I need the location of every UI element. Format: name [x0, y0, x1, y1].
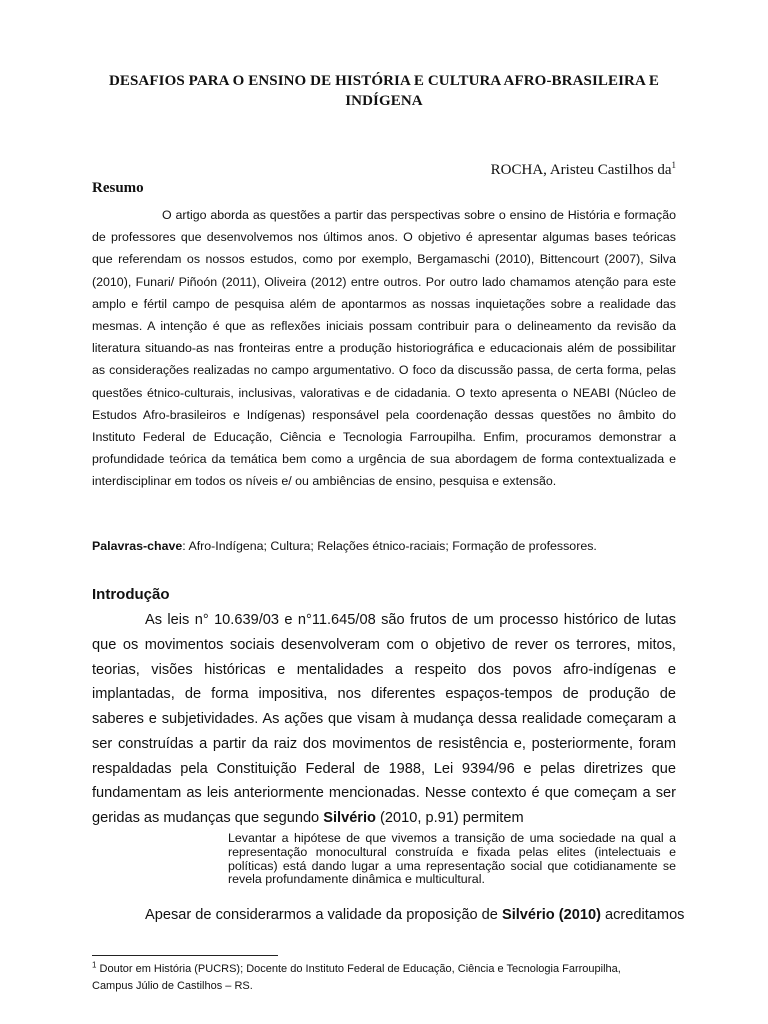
citation-silverio-2010: Silvério (2010) — [501, 907, 601, 923]
introduction-paragraph-1 — [92, 608, 676, 831]
introduction-heading: Introdução — [92, 586, 170, 603]
keywords-label: Palavras-chave — [92, 539, 183, 553]
citation-silverio-page: (2010, p.91) permitem — [375, 810, 524, 826]
introduction-paragraph-2 — [92, 903, 685, 927]
footnote-marker: 1 — [92, 960, 97, 970]
author-line — [491, 160, 676, 180]
footnote-separator — [92, 955, 278, 956]
introduction-paragraph-2-end: acreditamos — [600, 907, 685, 923]
introduction-paragraph-1-text: As leis n° 10.639/03 e n°11.645/08 são frutos de um processo histórico de lutas que os movimentos sociais desenvolveram com o objetivo de rever os terrores, mitos, teorias, visões históricas e mentalidades a respeito dos povos afro-indígenas e implantadas, de forma impositiva, nos diferentes espaços-tempos de produção de saberes e subjetividades. As ações que visam à mudança dessa realidade começaram a ser construídas a partir da raiz dos movimentos de resistência e, posteriormente, foram respaldadas pela Constituição Federal de 1988, Lei 9394/96 e pelas diretrizes que fundamentam as leis anteriormente mencionadas. Nesse contexto é que começam a ser geridas as mudanças que segundo — [92, 612, 676, 826]
footnote-line-1: Doutor em História (PUCRS); Docente do Instituto Federal de Educação, Ciência e Tecnologia Farroupilha, — [96, 963, 621, 975]
abstract-text: O artigo aborda as questões a partir das perspectivas sobre o ensino de História e formação de professores que desenvolvemos nos últimos anos. O objetivo é apresentar algumas bases teóricas que referendam os nossos estudos, como por exemplo, Bergamaschi (2010), Bittencourt (2007), Silva (2010), Funari/ Piñoón (2011), Oliveira (2012) entre outros. Por outro lado chamamos atenção para este amplo e fértil campo de pesquisa além de apontarmos as nossas inquietações sobre a realidade das mesmas. A intenção é que as reflexões iniciais possam contribuir para o delineamento da revisão da literatura situando-as nas fronteiras entre a produção historiográfica e educacionais além de possibilitar as considerações realizadas no campo argumentativo. O foco da discussão passa, de certa forma, pelas questões étnico-culturais, inclusivas, valorativas e de cidadania. O texto apresenta o NEABI (Núcleo de Estudos Afro-brasileiros e Indígenas) responsável pela coordenação dessas questões no âmbito do Instituto Federal de Educação, Ciência e Tecnologia Farroupilha. Enfim, procuramos demonstrar a profundidade teórica da temática bem como a urgência de sua abordagem de forma contextualizada e interdisciplinar em todos os níveis e/ ou ambiências de ensino, pesquisa e extensão. — [92, 208, 676, 489]
introduction-paragraph-2-start: Apesar de considerarmos a validade da proposição de — [145, 907, 502, 923]
author-footnote-marker: 1 — [671, 160, 676, 170]
keywords-separator: : — [182, 539, 186, 553]
author-name: ROCHA, Aristeu Castilhos da — [490, 162, 672, 178]
keywords-line — [92, 536, 676, 556]
footnote-line-2: Campus Júlio de Castilhos – RS. — [92, 980, 253, 992]
footnote — [92, 961, 692, 995]
citation-silverio: Silvério — [323, 810, 376, 826]
abstract-heading: Resumo — [92, 180, 144, 196]
keywords-text: Afro-Indígena; Cultura; Relações étnico-raciais; Formação de professores. — [185, 539, 597, 553]
block-quote: Levantar a hipótese de que vivemos a transição de uma sociedade na qual a representação monocultural construída e fixada pelas elites (intelectuais e políticas) está dando lugar a uma representação social que cotidianamente se revela profundamente dinâmica e multicultural. — [228, 831, 676, 887]
document-title: DESAFIOS PARA O ENSINO DE HISTÓRIA E CULTURA AFRO-BRASILEIRA E INDÍGENA — [108, 73, 660, 109]
